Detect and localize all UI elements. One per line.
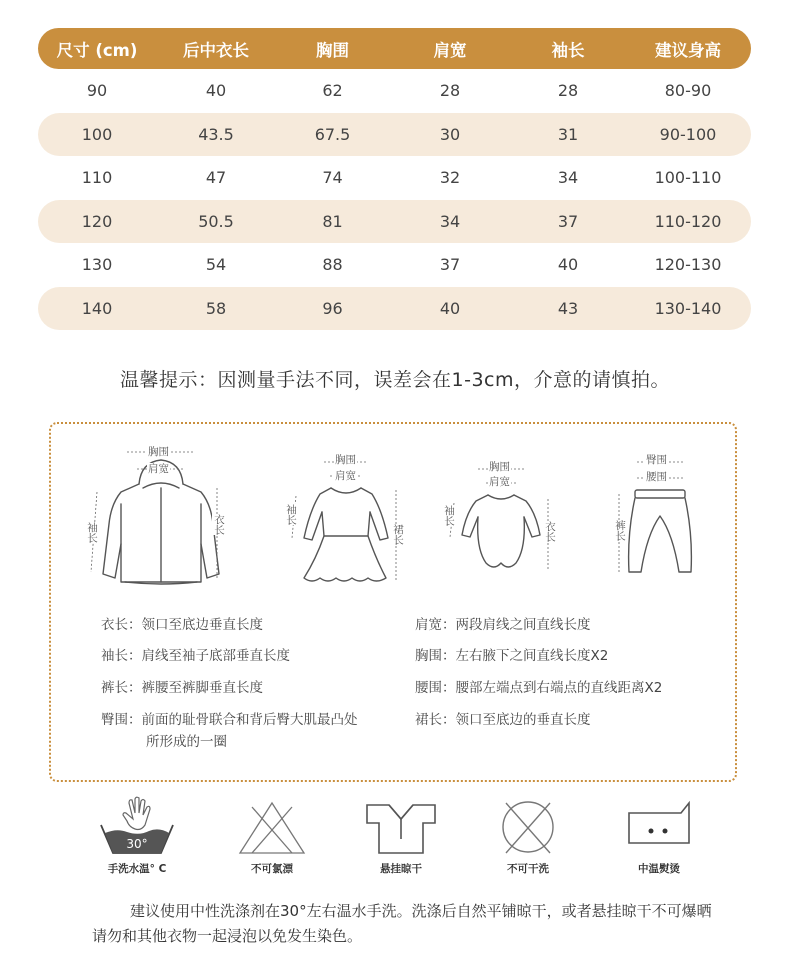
table-row bbox=[38, 69, 751, 113]
table-cell: 43 bbox=[557, 298, 579, 318]
table-cell: 50.5 bbox=[198, 211, 234, 231]
def-chest bbox=[415, 645, 608, 667]
header-chest: 胸围 bbox=[316, 40, 349, 60]
measurement-tip: 温馨提示：因测量手法不同，误差会在1-3cm，介意的请慎拍。 bbox=[120, 369, 670, 391]
table-cell: 130 bbox=[81, 255, 113, 275]
hand-wash-label: 手洗水温° C bbox=[107, 863, 167, 875]
def-skirt-length bbox=[415, 709, 591, 731]
jacket-chest-label: 胸围 bbox=[148, 446, 169, 458]
table-cell: 120 bbox=[81, 211, 113, 231]
header-size: 尺寸 (cm) bbox=[56, 40, 138, 60]
table-cell: 43.5 bbox=[198, 124, 234, 144]
no-bleach-icon bbox=[232, 795, 312, 857]
table-cell: 100-110 bbox=[654, 168, 722, 188]
def-desc: 左右腋下之间直线长度X2 bbox=[455, 648, 609, 664]
dress-chest-label: 胸围 bbox=[335, 454, 356, 466]
table-cell: 67.5 bbox=[314, 124, 351, 144]
table-cell: 74 bbox=[322, 168, 343, 188]
table-cell: 62 bbox=[322, 81, 343, 101]
def-waist bbox=[415, 677, 662, 699]
dress-length-label: 裙长 bbox=[392, 524, 404, 545]
table-cell: 28 bbox=[557, 81, 579, 101]
care-no-bleach bbox=[232, 795, 312, 876]
table-cell: 130-140 bbox=[654, 298, 722, 318]
def-term: 衣长： bbox=[101, 617, 142, 633]
table-header bbox=[38, 28, 751, 69]
table-cell: 54 bbox=[205, 255, 227, 275]
table-cell: 31 bbox=[557, 124, 579, 144]
table-cell: 100 bbox=[81, 124, 113, 144]
table-cell: 140 bbox=[81, 298, 113, 318]
hand-wash-icon bbox=[97, 795, 177, 857]
dress-sleeve-label: 袖长 bbox=[285, 504, 297, 525]
def-sleeve-length bbox=[101, 645, 290, 667]
table-cell: 96 bbox=[322, 298, 343, 318]
def-hip bbox=[101, 709, 401, 753]
table-cell: 120-130 bbox=[654, 255, 722, 275]
table-row bbox=[38, 113, 751, 157]
table-row bbox=[38, 156, 751, 200]
garment-figures bbox=[51, 424, 739, 594]
table-cell: 58 bbox=[205, 298, 227, 318]
table-cell: 34 bbox=[439, 211, 461, 231]
def-desc: 两段肩线之间直线长度 bbox=[455, 617, 591, 633]
table-cell: 40 bbox=[205, 81, 227, 101]
def-term: 裙长： bbox=[415, 712, 456, 728]
care-hand-wash bbox=[97, 795, 177, 876]
def-term: 袖长： bbox=[101, 648, 142, 664]
table-cell: 37 bbox=[557, 211, 579, 231]
hand-wash-temp: 30° bbox=[126, 837, 148, 851]
def-term: 胸围： bbox=[415, 648, 456, 664]
def-term: 肩宽： bbox=[415, 617, 456, 633]
romper-shoulder-label: 肩宽 bbox=[489, 476, 510, 488]
def-shoulder-width bbox=[415, 614, 591, 636]
size-table bbox=[38, 28, 751, 330]
romper-figure bbox=[436, 459, 566, 589]
care-hang-dry bbox=[361, 795, 441, 876]
header-sleeve: 袖长 bbox=[551, 40, 585, 60]
table-cell: 90-100 bbox=[659, 124, 717, 144]
table-cell: 47 bbox=[205, 168, 227, 188]
care-no-dry-clean bbox=[488, 795, 568, 876]
def-pants-length bbox=[101, 677, 263, 699]
pants-waist-label: 腰围 bbox=[646, 471, 667, 483]
header-back-length: 后中衣长 bbox=[183, 40, 249, 60]
no-dry-clean-label: 不可干洗 bbox=[507, 863, 549, 875]
table-cell: 37 bbox=[439, 255, 461, 275]
romper-length-label: 衣长 bbox=[544, 521, 556, 542]
jacket-shoulder-label: 肩宽 bbox=[148, 463, 169, 475]
table-cell: 90 bbox=[86, 81, 108, 101]
table-row bbox=[38, 287, 751, 331]
care-instructions bbox=[0, 795, 790, 885]
hang-dry-icon bbox=[361, 795, 441, 857]
table-cell: 88 bbox=[322, 255, 343, 275]
iron-label: 中温熨烫 bbox=[638, 863, 680, 875]
table-cell: 80-90 bbox=[664, 81, 712, 101]
care-iron bbox=[619, 795, 699, 876]
romper-chest-label: 胸围 bbox=[489, 461, 510, 473]
table-cell: 30 bbox=[439, 124, 461, 144]
table-cell: 32 bbox=[439, 168, 461, 188]
table-cell: 110 bbox=[81, 168, 113, 188]
header-shoulder: 肩宽 bbox=[433, 40, 467, 60]
def-desc: 领口至底边垂直长度 bbox=[141, 617, 263, 633]
def-desc: 腰部左端点到右端点的直线距离X2 bbox=[455, 680, 663, 696]
table-cell: 40 bbox=[557, 255, 579, 275]
table-cell: 40 bbox=[439, 298, 461, 318]
no-bleach-label: 不可氯漂 bbox=[251, 863, 293, 875]
iron-icon bbox=[619, 795, 699, 857]
def-desc-cont: 所形成的一圈 bbox=[146, 734, 227, 750]
dress-figure bbox=[276, 454, 416, 594]
def-desc: 领口至底边的垂直长度 bbox=[455, 712, 591, 728]
hang-dry-label: 悬挂晾干 bbox=[380, 863, 422, 875]
pants-hip-label: 臀围 bbox=[646, 454, 667, 466]
header-height: 建议身高 bbox=[655, 40, 721, 60]
table-cell: 81 bbox=[322, 211, 343, 231]
pants-figure bbox=[601, 454, 711, 594]
def-desc: 前面的耻骨联合和背后臀大肌最凸处 bbox=[141, 712, 358, 728]
table-cell: 34 bbox=[557, 168, 579, 188]
def-desc: 裤腰至裤脚垂直长度 bbox=[141, 680, 263, 696]
table-cell: 28 bbox=[439, 81, 461, 101]
def-term: 裤长： bbox=[101, 680, 142, 696]
def-coat-length bbox=[101, 614, 263, 636]
pants-length-label: 裤长 bbox=[614, 520, 626, 541]
jacket-figure bbox=[81, 444, 241, 594]
table-row bbox=[38, 243, 751, 287]
care-note: 建议使用中性洗涤剂在30°左右温水手洗。洗涤后自然平铺晾干，或者悬挂晾干不可爆晒请勿和其他衣物一起浸泡以免发生染色。 bbox=[92, 902, 712, 945]
jacket-sleeve-label: 袖长 bbox=[86, 522, 98, 543]
table-cell: 110-120 bbox=[654, 211, 722, 231]
dress-shoulder-label: 肩宽 bbox=[335, 470, 356, 482]
measurement-guide bbox=[49, 422, 737, 782]
table-row bbox=[38, 200, 751, 244]
def-desc: 肩线至袖子底部垂直长度 bbox=[141, 648, 290, 664]
no-dry-clean-icon bbox=[488, 795, 568, 857]
jacket-length-label: 衣长 bbox=[213, 514, 225, 535]
def-term: 腰围： bbox=[415, 680, 456, 696]
def-term: 臀围： bbox=[101, 712, 142, 728]
romper-sleeve-label: 袖长 bbox=[443, 505, 455, 526]
